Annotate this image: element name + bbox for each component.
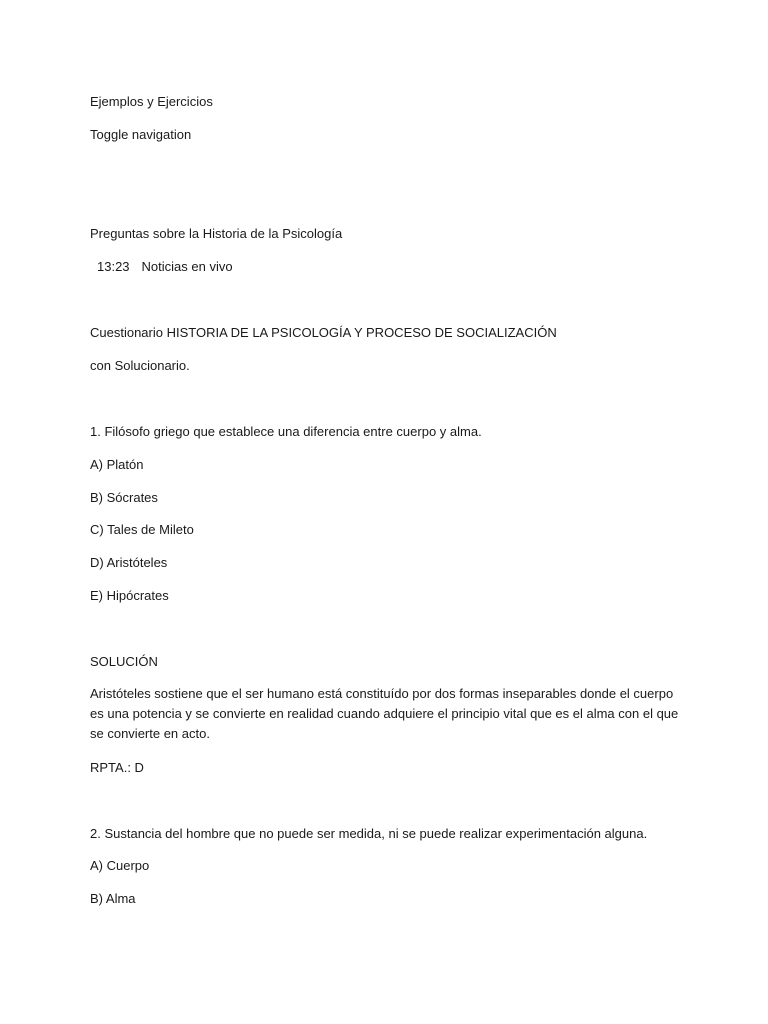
question-1-solution-label: SOLUCIÓN	[90, 654, 158, 669]
question-1-answer: RPTA.: D	[90, 760, 144, 775]
quiz-heading: Cuestionario HISTORIA DE LA PSICOLOGÍA Y PROCESO DE SOCIALIZACIÓN	[90, 325, 557, 340]
question-1-solution-text: Aristóteles sostiene que el ser humano está constituído por dos formas inseparables donde el cuerpo es una potencia y se convierte en realidad cuando adquiere el principio vital que es el alma con el que se convierte en acto.	[90, 686, 679, 741]
question-2-prompt: 2. Sustancia del hombre que no puede ser medida, ni se puede realizar experimentación alguna.	[90, 826, 648, 841]
quiz-subheading: con Solucionario.	[90, 358, 190, 373]
news-time: 13:23	[97, 259, 130, 274]
question-1-option-a: A) Platón	[90, 457, 144, 472]
question-2-option-b: B) Alma	[90, 891, 136, 906]
article-title: Preguntas sobre la Historia de la Psicología	[90, 226, 343, 241]
question-1-prompt: 1. Filósofo griego que establece una diferencia entre cuerpo y alma.	[90, 424, 482, 439]
question-1-option-d: D) Aristóteles	[90, 555, 168, 570]
site-title[interactable]: Ejemplos y Ejercicios	[90, 94, 213, 109]
question-1-option-e: E) Hipócrates	[90, 588, 169, 603]
toggle-navigation-button[interactable]: Toggle navigation	[90, 127, 192, 142]
question-1-option-c: C) Tales de Mileto	[90, 522, 194, 537]
live-news-link[interactable]	[90, 258, 690, 275]
question-2-option-a: A) Cuerpo	[90, 858, 150, 873]
question-1-option-b: B) Sócrates	[90, 490, 158, 505]
news-label: Noticias en vivo	[141, 259, 233, 274]
